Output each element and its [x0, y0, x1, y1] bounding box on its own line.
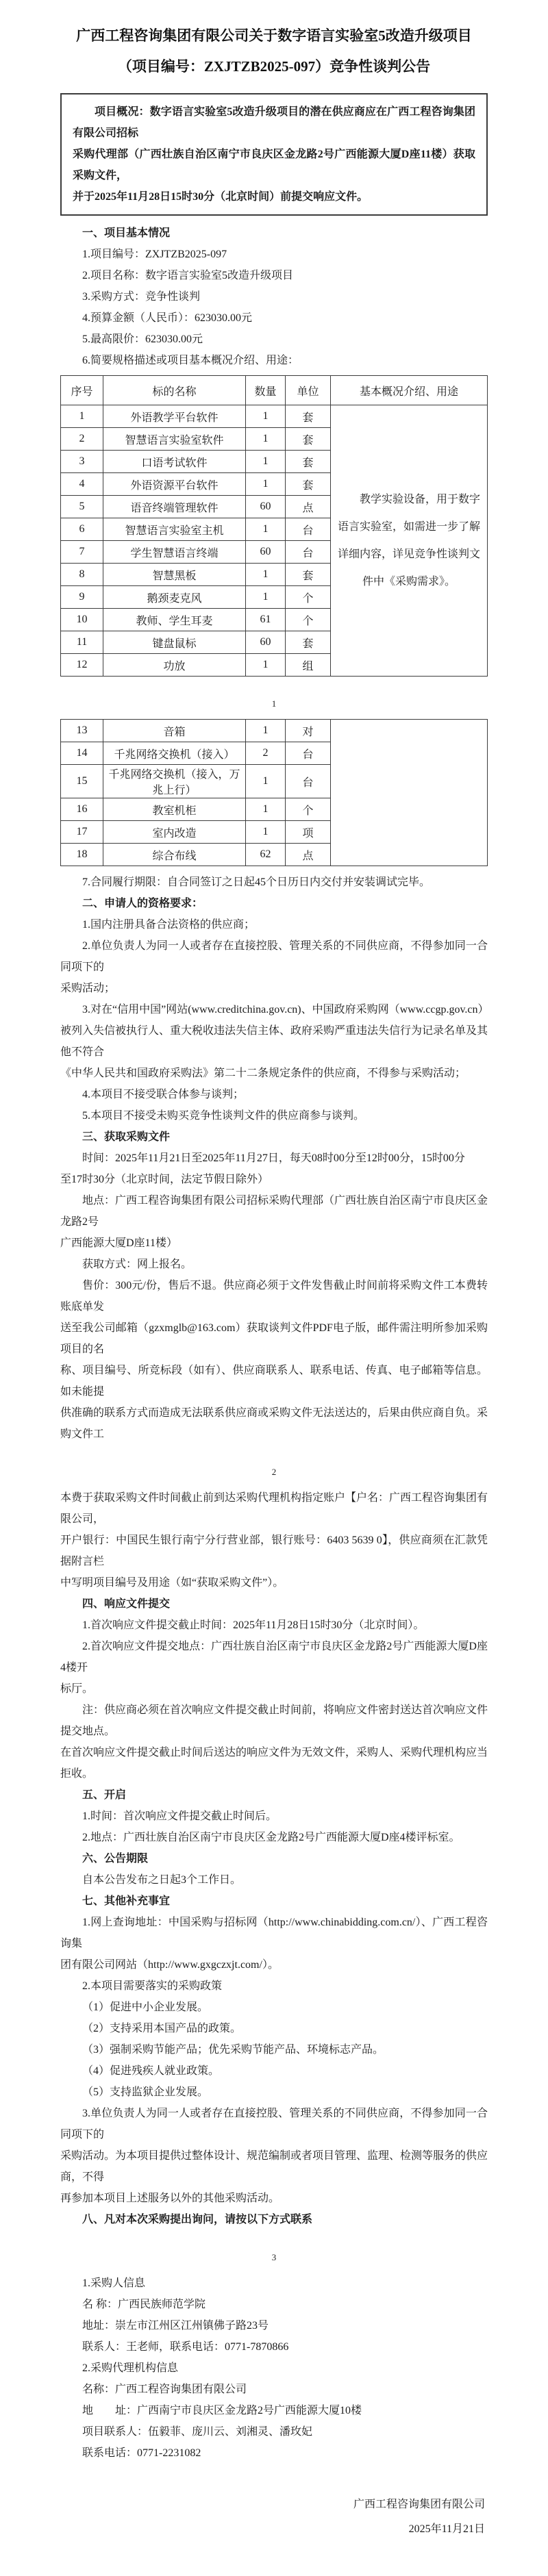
- item-no: 15: [61, 765, 103, 798]
- item-name: 智慧语言实验室主机: [103, 518, 246, 541]
- item-name: 智慧语言实验室软件: [103, 428, 246, 451]
- doc-line: 2.首次响应文件提交地点：广西壮族自治区南宁市良庆区金龙路2号广西能源大厦D座4楼开: [60, 1641, 488, 1674]
- item-qty: 1: [246, 451, 286, 473]
- doc-line: 时间：2025年11月21日至2025年11月27日，每天08时00分至12时00分，15时00分: [82, 1152, 465, 1164]
- item-description-note: 教学实验设备，用于数字语言实验室，如需进一步了解详细内容，详见竞争性谈判文件中《采购需求》。: [331, 405, 488, 677]
- doc-line: 被列入失信被执行人、重大税收违法失信主体、政府采购严重违法失信行为记录名单及其他不符合: [60, 1025, 488, 1058]
- item-qty: 1: [246, 765, 286, 798]
- doc-line: 2.本项目需要落实的采购政策: [82, 1980, 223, 1992]
- item-qty: 60: [246, 496, 286, 518]
- item-no: 4: [61, 473, 103, 496]
- table-row: [61, 720, 488, 742]
- doc-line: 再参加本项目上述服务以外的其他采购活动。: [60, 2193, 280, 2204]
- doc-line: 中写明项目编号及用途（如“获取采购文件”）。: [60, 1577, 284, 1589]
- doc-line: 联系电话：0771-2231082: [82, 2447, 201, 2459]
- table-header-row: [61, 376, 488, 405]
- item-name: 教室机柜: [103, 798, 246, 821]
- item-no: 5: [61, 496, 103, 518]
- item-qty: 1: [246, 654, 286, 677]
- doc-line: 3.对在“信用中国”网站(www.creditchina.gov.cn)、中国政府采购网（www.ccgp.gov.cn）: [82, 1004, 489, 1015]
- item-no: 8: [61, 564, 103, 586]
- item-no: 16: [61, 798, 103, 821]
- project-overview-box: [60, 93, 488, 216]
- doc-line: 至17时30分（北京时间，法定节假日除外）: [60, 1174, 269, 1185]
- item-name: 学生智慧语言终端: [103, 541, 246, 564]
- item-unit: 点: [286, 844, 331, 866]
- doc-line: 名 称：广西民族师范学院: [82, 2299, 206, 2310]
- item-no: 14: [61, 742, 103, 765]
- item-qty: 1: [246, 428, 286, 451]
- doc-line: 注：供应商必须在首次响应文件提交截止时间前，将响应文件密封送达首次响应文件提交地点。: [60, 1704, 488, 1737]
- doc-line: 1.国内注册具备合法资格的供应商；: [82, 919, 256, 931]
- item-qty: 1: [246, 518, 286, 541]
- doc-line: 6.简要规格描述或项目基本概况介绍、用途：: [82, 355, 299, 366]
- doc-line: 地 址：广西南宁市良庆区金龙路2号广西能源大厦10楼: [82, 2405, 362, 2416]
- doc-line: （1）促进中小企业发展。: [82, 2002, 209, 2013]
- page-number: 2: [271, 1467, 277, 1477]
- item-name: 功放: [103, 654, 246, 677]
- item-name: 综合布线: [103, 844, 246, 866]
- item-unit: 套: [286, 428, 331, 451]
- doc-line: 称、项目编号、所竞标段（如有）、供应商联系人、联系电话、传真、电子邮箱等信息。如未能提: [60, 1365, 488, 1398]
- item-no: 17: [61, 821, 103, 844]
- item-name: 室内改造: [103, 821, 246, 844]
- doc-line: 1.项目编号：ZXJTZB2025-097: [82, 249, 227, 260]
- doc-line: 采购活动。为本项目提供过整体设计、规范编制或者项目管理、监理、检测等服务的供应商，不得: [60, 2150, 488, 2183]
- doc-line: 1.时间：首次响应文件提交截止时间后。: [82, 1810, 277, 1822]
- item-unit: 项: [286, 821, 331, 844]
- item-name: 千兆网络交换机（接入）: [103, 742, 246, 765]
- doc-line: 7.合同履行期限：自合同签订之日起45个日历日内交付并安装调试完毕。: [82, 876, 431, 888]
- section-heading: 三、获取采购文件: [82, 1131, 171, 1143]
- doc-line: 2.地点：广西壮族自治区南宁市良庆区金龙路2号广西能源大厦D座4楼评标室。: [82, 1832, 460, 1843]
- item-qty: 1: [246, 405, 286, 428]
- item-unit: 套: [286, 405, 331, 428]
- item-unit: 台: [286, 518, 331, 541]
- section-heading: 七、其他补充事宜: [82, 1895, 171, 1907]
- doc-line: 3.采购方式：竞争性谈判: [82, 291, 201, 303]
- item-unit: 点: [286, 496, 331, 518]
- item-unit: 台: [286, 742, 331, 765]
- item-unit: 个: [286, 586, 331, 609]
- item-no: 10: [61, 609, 103, 631]
- section-heading: 六、公告期限: [82, 1853, 149, 1865]
- item-no: 7: [61, 541, 103, 564]
- section-heading: 五、开启: [82, 1789, 127, 1801]
- item-unit: 组: [286, 654, 331, 677]
- doc-line: 本费于获取采购文件时间截止前到达采购代理机构指定账户【户名：广西工程咨询集团有限公司，: [60, 1492, 488, 1525]
- item-no: 12: [61, 654, 103, 677]
- doc-line: 4.预算金额（人民币）：623030.00元: [82, 312, 253, 324]
- column-header: 数量: [246, 376, 286, 405]
- item-no: 13: [61, 720, 103, 742]
- doc-line: 地址：崇左市江州区江州镇佛子路23号: [82, 2320, 269, 2332]
- item-name: 语音终端管理软件: [103, 496, 246, 518]
- item-unit: 套: [286, 473, 331, 496]
- item-unit: 台: [286, 765, 331, 798]
- item-qty: 1: [246, 586, 286, 609]
- doc-line: （2）支持采用本国产品的政策。: [82, 2023, 242, 2034]
- doc-line: 送至我公司邮箱（gzxmglb@163.com）获取谈判文件PDF电子版，邮件需注明所参加采购项目的名: [60, 1322, 488, 1355]
- item-name: 外语教学平台软件: [103, 405, 246, 428]
- doc-line: 5.最高限价：623030.00元: [82, 333, 203, 345]
- doc-line: 团有限公司网站（http://www.gxgczxjt.com/）。: [60, 1959, 279, 1971]
- overview-line: 并于2025年11月28日15时30分（北京时间）前提交响应文件。: [73, 191, 369, 203]
- page-number: 1: [271, 698, 277, 709]
- item-unit: 套: [286, 631, 331, 654]
- doc-line: （3）强制采购节能产品；优先采购节能产品、环境标志产品。: [82, 2044, 384, 2056]
- item-unit: 个: [286, 609, 331, 631]
- doc-line: 2.单位负责人为同一人或者存在直接控股、管理关系的不同供应商，不得参加同一合同项下的: [60, 940, 488, 973]
- item-name: 口语考试软件: [103, 451, 246, 473]
- item-no: 1: [61, 405, 103, 428]
- doc-line: 1.采购人信息: [82, 2277, 146, 2289]
- doc-line: （4）促进残疾人就业政策。: [82, 2065, 220, 2077]
- item-unit: 个: [286, 798, 331, 821]
- item-no: 3: [61, 451, 103, 473]
- doc-line: 2.项目名称：数字语言实验室5改造升级项目: [82, 270, 294, 281]
- doc-line: 在首次响应文件提交截止时间后送达的响应文件为无效文件，采购人、采购代理机构应当拒收。: [60, 1747, 488, 1780]
- item-name: 千兆网络交换机（接入，万兆上行）: [103, 765, 246, 798]
- doc-line: 获取方式：网上报名。: [82, 1259, 192, 1270]
- item-no: 9: [61, 586, 103, 609]
- doc-line: 地点：广西工程咨询集团有限公司招标采购代理部（广西壮族自治区南宁市良庆区金龙路2号: [60, 1195, 488, 1228]
- item-no: 6: [61, 518, 103, 541]
- item-unit: 套: [286, 451, 331, 473]
- item-qty: 1: [246, 473, 286, 496]
- column-header: 基本概况介绍、用途: [331, 376, 488, 405]
- overview-line: 项目概况：数字语言实验室5改造升级项目的潜在供应商应在广西工程咨询集团有限公司招标: [73, 106, 475, 139]
- doc-line: 采购活动；: [60, 983, 116, 994]
- item-name: 外语资源平台软件: [103, 473, 246, 496]
- overview-line: 采购代理部（广西壮族自治区南宁市良庆区金龙路2号广西能源大厦D座11楼）获取采购文件，: [73, 149, 475, 181]
- doc-line: 2.采购代理机构信息: [82, 2362, 179, 2374]
- doc-line: 《中华人民共和国政府采购法》第二十二条规定条件的供应商，不得参与采购活动；: [60, 1068, 466, 1079]
- doc-line: 广西能源大厦D座11楼）: [60, 1237, 177, 1249]
- document-title: [60, 21, 488, 82]
- doc-line: 5.本项目不接受未购买竞争性谈判文件的供应商参与谈判。: [82, 1110, 365, 1122]
- section-heading: 八、凡对本次采购提出询问，请按以下方式联系: [82, 2214, 313, 2225]
- page-number: 3: [271, 2252, 277, 2262]
- item-qty: 2: [246, 742, 286, 765]
- doc-line: 1.首次响应文件提交截止时间：2025年11月28日15时30分（北京时间）。: [82, 1619, 425, 1631]
- item-qty: 62: [246, 844, 286, 866]
- item-name: 智慧黑板: [103, 564, 246, 586]
- document-title-line-1: 广西工程咨询集团有限公司关于数字语言实验室5改造升级项目: [76, 27, 472, 44]
- signature-org: 广西工程咨询集团有限公司: [353, 2499, 485, 2510]
- document-title-line-2: （项目编号：ZXJTZB2025-097）竞争性谈判公告: [117, 58, 431, 75]
- doc-line: 名称：广西工程咨询集团有限公司: [82, 2384, 247, 2395]
- document-content: [60, 223, 488, 2542]
- document-body-column: [60, 0, 488, 2542]
- doc-line: 自本公告发布之日起3个工作日。: [82, 1874, 242, 1886]
- doc-line: 项目联系人：伍毅菲、庞川云、刘湘灵、潘玫妃: [82, 2426, 313, 2438]
- doc-line: 开户银行：中国民生银行南宁分行营业部，银行账号：6403 5639 0】，供应商须在汇款凭据附言栏: [60, 1535, 488, 1567]
- item-qty: 60: [246, 541, 286, 564]
- doc-line: （5）支持监狱企业发展。: [82, 2086, 209, 2098]
- item-qty: 61: [246, 609, 286, 631]
- item-name: 音箱: [103, 720, 246, 742]
- doc-line: 标厅。: [60, 1683, 94, 1695]
- items-table-part-1: [60, 375, 488, 677]
- item-qty: 1: [246, 720, 286, 742]
- doc-line: 1.网上查询地址：中国采购与招标网（http://www.chinabidding.com.cn/）、广西工程咨询集: [60, 1917, 488, 1949]
- items-table-part-2: [60, 719, 488, 866]
- item-no: 2: [61, 428, 103, 451]
- item-no: 18: [61, 844, 103, 866]
- signature-block: [60, 2492, 488, 2542]
- item-qty: 1: [246, 564, 286, 586]
- doc-line: 4.本项目不接受联合体参与谈判；: [82, 1089, 245, 1100]
- item-qty: 60: [246, 631, 286, 654]
- doc-line: 售价：300元/份，售后不退。供应商必须于文件发售截止时间前将采购文件工本费转账底单发: [60, 1280, 488, 1313]
- doc-line: 3.单位负责人为同一人或者存在直接控股、管理关系的不同供应商，不得参加同一合同项下的: [60, 2108, 488, 2141]
- table-row: [61, 405, 488, 428]
- item-qty: 1: [246, 798, 286, 821]
- column-header: 标的名称: [103, 376, 246, 405]
- item-unit: 台: [286, 541, 331, 564]
- doc-line: 联系人：王老师，联系电话：0771-7870866: [82, 2341, 289, 2353]
- doc-line: 供准确的联系方式而造成无法联系供应商或采购文件无法送达的，后果由供应商自负。采购文件工: [60, 1407, 488, 1440]
- item-unit: 对: [286, 720, 331, 742]
- section-heading: 二、申请人的资格要求：: [82, 898, 203, 909]
- section-heading: 四、响应文件提交: [82, 1598, 171, 1610]
- item-name: 鹅颈麦克风: [103, 586, 246, 609]
- item-description-note: [331, 720, 488, 866]
- item-qty: 1: [246, 821, 286, 844]
- item-name: 教师、学生耳麦: [103, 609, 246, 631]
- item-name: 键盘鼠标: [103, 631, 246, 654]
- item-no: 11: [61, 631, 103, 654]
- signature-date: 2025年11月21日: [408, 2523, 485, 2535]
- column-header: 序号: [61, 376, 103, 405]
- item-unit: 套: [286, 564, 331, 586]
- section-heading: 一、项目基本情况: [82, 227, 171, 239]
- column-header: 单位: [286, 376, 331, 405]
